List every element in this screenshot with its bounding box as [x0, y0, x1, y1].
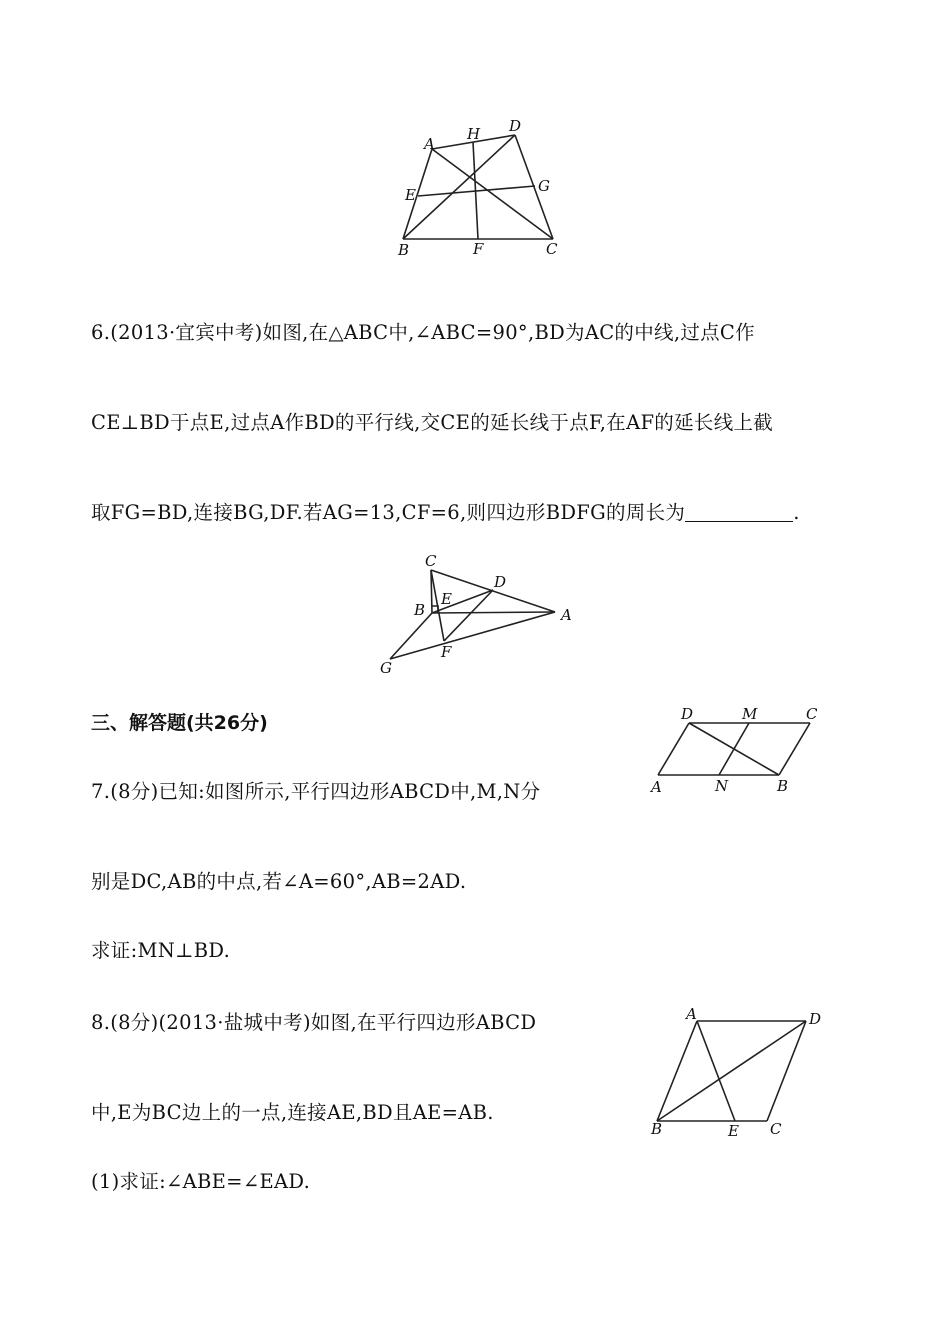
- segment-AE: [697, 1021, 735, 1121]
- label-B: B: [651, 1120, 663, 1138]
- label-G: G: [538, 177, 550, 195]
- label-D: D: [681, 705, 694, 723]
- label-C: C: [806, 705, 818, 723]
- label-C: C: [770, 1120, 782, 1138]
- problem-7-line-3: 求证:MN⊥BD.: [91, 939, 231, 962]
- label-A: A: [686, 1005, 697, 1023]
- label-M: M: [742, 705, 758, 723]
- label-F: F: [473, 240, 484, 258]
- problem-8-line-3: (1)求证:∠ABE=∠EAD.: [91, 1170, 311, 1193]
- problem-6-line-3-text: 取FG=BD,连接BG,DF.若AG=13,CF=6,则四边形BDFG的周长为: [91, 501, 686, 524]
- segment-AB: [657, 1021, 697, 1121]
- label-E: E: [728, 1122, 739, 1140]
- label-N: N: [715, 777, 729, 795]
- label-D: D: [494, 573, 507, 591]
- problem-7-line-2: 别是DC,AB的中点,若∠A=60°,AB=2AD.: [91, 870, 467, 893]
- label-E: E: [405, 186, 416, 204]
- label-B: B: [777, 777, 789, 795]
- section-title: 三、解答题(共26分): [91, 712, 268, 734]
- label-D: D: [509, 117, 522, 135]
- label-E: E: [441, 590, 452, 608]
- problem-6-period: .: [793, 501, 800, 524]
- problem-6-line-2: CE⊥BD于点E,过点A作BD的平行线,交CE的延长线于点F,在AF的延长线上截: [91, 411, 774, 434]
- problem-8-line-2: 中,E为BC边上的一点,连接AE,BD且AE=AB.: [91, 1101, 494, 1124]
- label-A: A: [561, 606, 572, 624]
- label-C: C: [546, 240, 558, 258]
- problem-8-line-1: 8.(8分)(2013·盐城中考)如图,在平行四边形ABCD: [91, 1011, 537, 1034]
- label-A: A: [424, 135, 435, 153]
- label-F: F: [441, 643, 452, 661]
- label-A: A: [651, 778, 662, 796]
- segment-BD: [657, 1021, 806, 1121]
- label-B: B: [398, 241, 410, 259]
- label-C: C: [425, 552, 437, 570]
- label-D: D: [809, 1010, 822, 1028]
- label-G: G: [380, 659, 392, 677]
- label-H: H: [467, 125, 481, 143]
- segment-DC: [767, 1021, 806, 1121]
- problem-6-line-1: 6.(2013·宜宾中考)如图,在△ABC中,∠ABC=90°,BD为AC的中线,过点C作: [91, 321, 755, 344]
- problem-7-line-1: 7.(8分)已知:如图所示,平行四边形ABCD中,M,N分: [91, 780, 541, 803]
- label-B: B: [414, 601, 426, 619]
